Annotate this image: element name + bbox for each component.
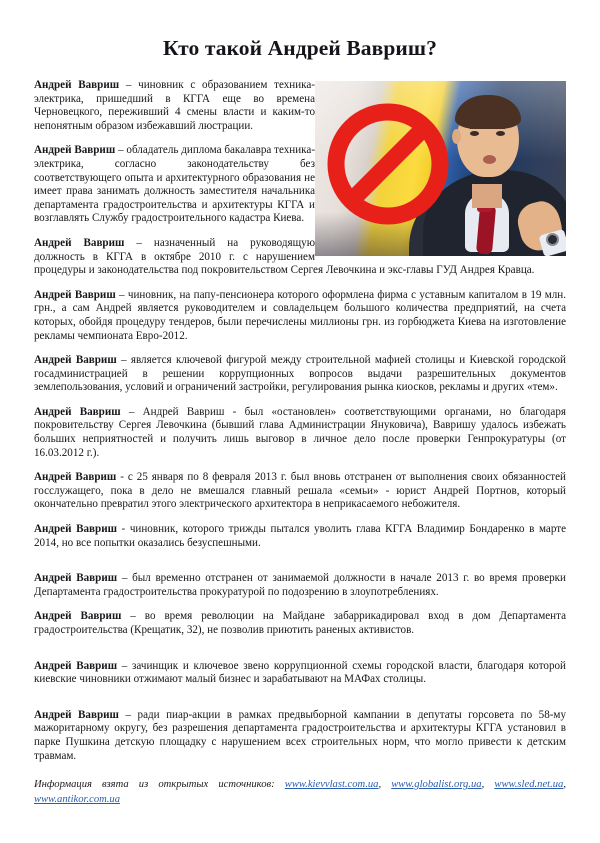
paragraph-text: - чиновник, которого трижды пытался уволить глава КГГА Владимир Бондаренко в марте 2014, но все попытки оказались безуспешными. (34, 523, 566, 549)
photo-mouth (483, 155, 496, 164)
paragraph-spacer (34, 649, 566, 660)
paragraph-lead: Андрей Вавриш (34, 144, 116, 157)
photo-eyebrow-right (495, 126, 506, 129)
paragraph (34, 709, 566, 763)
paragraph-text: – обладатель диплома бакалавра техника-электрика, согласно законодательству без соответствующего опыта и архитектурного образования не имеет права занимать должность заместителя начальника департамента градостроительства и архитектуры КГГА и возглавлять Службу градостроительного кадастра Киева. (34, 144, 316, 225)
paragraph-text: - с 25 января по 8 февраля 2013 г. был вновь отстранен от выполнения своих обязанностей госслужащего, пока в дело не вмешался главный решала «семьи» - юрист Андрей Портнов, который окончательно превратил этого электрического архитектора в неприкасаемого небожителя. (34, 471, 566, 511)
paragraph-lead: Андрей Вавриш (34, 523, 117, 536)
photo-wristwatch (546, 233, 559, 246)
paragraph-spacer (34, 698, 566, 709)
paragraph (34, 610, 566, 637)
paragraph (34, 354, 566, 395)
paragraph-lead: Андрей Вавриш (34, 236, 125, 249)
photo-eyebrow-left (469, 126, 480, 129)
paragraph-text: – чиновник, на папу-пенсионера которого оформлена фирма с уставным капиталом в 19 млн. грн., а сам Андрей является руководителем и совладельцем большого количества предприятий, на счета которых, обойдя процедуру тендеров, были перечислены миллионы грн. из горбюджета Киева на изготовление рекламы чемпионата Евро-2012. (34, 288, 566, 342)
paragraph-text: – ради пиар-акции в рамках предвыборной кампании в депутаты горсовета по 58-му мажоритарному округу, без разрешения департамента градостроительства и архитектуры КГГА установил в парке Пушкина детскую площадку с нарушением всех строительных норм, что могло привести к детским травмам. (34, 708, 567, 762)
source-link-kievvlast[interactable]: www.kievvlast.com.ua (284, 779, 379, 791)
portrait-photo-andrey-vavrysh (315, 81, 566, 256)
photo-neck (472, 184, 502, 208)
source-link-globalist[interactable]: www.globalist.org.ua (391, 779, 482, 791)
paragraph-lead: Андрей Вавриш (34, 708, 119, 721)
source-link-antikor[interactable]: www.antikor.com.ua (34, 794, 121, 806)
paragraph-lead: Андрей Вавриш (34, 79, 120, 91)
source-link-sled[interactable]: www.sled.net.ua (494, 779, 564, 791)
paragraph-text: – во время революции на Майдане забаррикадировал вход в дом Департамента градостроительства (Крещатик, 32), не позволив приютить раненых активистов. (34, 610, 567, 636)
page-title: Кто такой Андрей Вавриш? (162, 36, 438, 61)
paragraph (34, 471, 566, 512)
source-separator: , (563, 779, 566, 791)
source-separator: , (378, 779, 392, 791)
paragraph (34, 406, 566, 460)
paragraph-text: – был временно отстранен от занимаемой должности в начале 2013 г. во время проверки Департамента градостроительства прокуратурой по подозрению в злоупотреблениях. (34, 572, 566, 598)
paragraph (34, 523, 566, 550)
paragraph-lead: Андрей Вавриш (34, 288, 116, 301)
paragraph (34, 289, 566, 343)
portrait-photo-figure (315, 81, 566, 256)
paragraph-text: – назначенный на руководящую должность в КГГА в октябре 2010 г. с нарушением процедуры и законодательства под покровительством Сергея Левочкина и экс-главы ГУД Андрея Кравца. (34, 236, 535, 277)
paragraph-lead: Андрей Вавриш (34, 572, 118, 585)
paragraph-spacer (34, 561, 566, 572)
sources-intro-text: Информация взята из открытых источников: (34, 779, 285, 791)
paragraph-lead: Андрей Вавриш (34, 659, 118, 672)
photo-ear (452, 129, 461, 144)
document-body (34, 79, 566, 807)
paragraph-text: – зачинщик и ключевое звено коррупционной схемы городской власти, благодаря которой киевские чиновники отжимают малый бизнес и зарабатывают на МАФах столицы. (34, 659, 566, 686)
paragraph-lead: Андрей Вавриш (34, 354, 117, 367)
paragraph (34, 572, 566, 599)
prohibition-sign-icon (327, 103, 449, 225)
paragraph-lead: Андрей Вавриш (34, 471, 117, 484)
paragraph-text: – является ключевой фигурой между строительной мафией столицы и Киевской городской госадминистрацией в решении коррупционных вопросов выдачи разрешительных документов землепользования, условий и ограничений застройки, регулирования рынка киосков, рекламы и других «тем». (34, 354, 566, 394)
photo-eye-right (496, 131, 505, 136)
paragraph-text: – чиновник с образованием техника-электрика, пришедший в КГГА еще во времена Черновецкого, переживший 4 смены власти и каким-то непонятным образом избежавший люстрации. (34, 79, 315, 132)
sources-footer (34, 777, 566, 807)
photo-eye-left (470, 131, 479, 136)
paragraph (34, 660, 566, 687)
paragraph-lead: Андрей Вавриш (34, 610, 122, 623)
paragraph-lead: Андрей Вавриш (34, 405, 121, 418)
source-separator: , (481, 779, 495, 791)
paragraph-text: – Андрей Вавриш - был «остановлен» соответствующими органами, но благодаря покровительству Сергея Левочкина (бывший глава Администрации Януковича), Вавришу удалось избежать больших неприятностей и получить лишь выговор в личное дело после проверки Генпрокуратуры (от 16.03.2012 г.). (34, 405, 567, 459)
